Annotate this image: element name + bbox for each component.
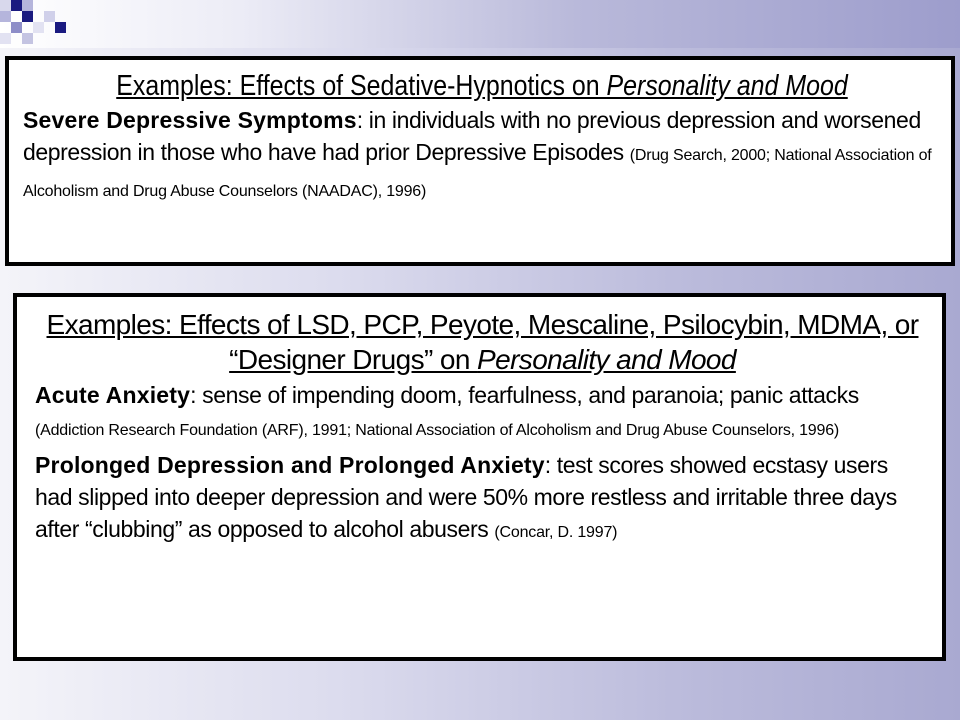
decor-square: [22, 11, 33, 22]
box2-item1-term: Acute Anxiety: [35, 382, 191, 408]
decor-square: [22, 0, 33, 11]
box1-term: Severe Depressive Symptoms: [23, 107, 357, 133]
decor-square: [44, 11, 55, 22]
box1-body: : in individuals with no previous depression and worsened depression in those who have had prior Depressive Episodes: [23, 107, 921, 165]
box1-title-text: Examples: Effects of Sedative-Hypnotics on: [116, 70, 607, 102]
box2-title-text: Examples: Effects of LSD, PCP, Peyote, Mescaline, Psilocybin, MDMA, or “Designer Drugs” on: [46, 309, 919, 375]
sedative-hypnotics-box: [5, 56, 955, 266]
box1-title: [87, 70, 876, 102]
box2-item2-body: : test scores showed ecstasy users had slipped into deeper depression and were 50% more restless and irritable three days after “clubbing” as opposed to alcohol abusers: [35, 452, 897, 542]
decor-square: [0, 33, 11, 44]
decor-square: [0, 0, 11, 11]
decor-square: [55, 22, 66, 33]
box1-citation: (Drug Search, 2000; National Association of Alcoholism and Drug Abuse Counselors (NAADAC), 1996): [23, 147, 932, 200]
header-band: [0, 0, 960, 48]
box2-item2-citation: (Concar, D. 1997): [494, 524, 618, 541]
box2-item1-body: : sense of impending doom, fearfulness, and paranoia; panic attacks: [190, 382, 859, 408]
decor-square: [33, 22, 44, 33]
box1-title-italic: Personality and Mood: [606, 70, 848, 102]
decor-square: [22, 33, 33, 44]
box2-title-italic: Personality and Mood: [477, 344, 736, 375]
box2-title: [35, 307, 930, 377]
decor-square: [11, 0, 22, 11]
box2-item2-term: Prolonged Depression and Prolonged Anxiety: [35, 452, 545, 478]
box1-paragraph: [23, 104, 941, 208]
box2-item1-citation: (Addiction Research Foundation (ARF), 1991; National Association of Alcoholism and Drug Abuse Counselors, 1996): [35, 422, 840, 439]
decor-square: [0, 11, 11, 22]
box2-item-acute-anxiety: [35, 379, 930, 447]
hallucinogens-box: [13, 293, 946, 661]
decor-square: [11, 22, 22, 33]
box2-item-prolonged: [35, 449, 930, 549]
